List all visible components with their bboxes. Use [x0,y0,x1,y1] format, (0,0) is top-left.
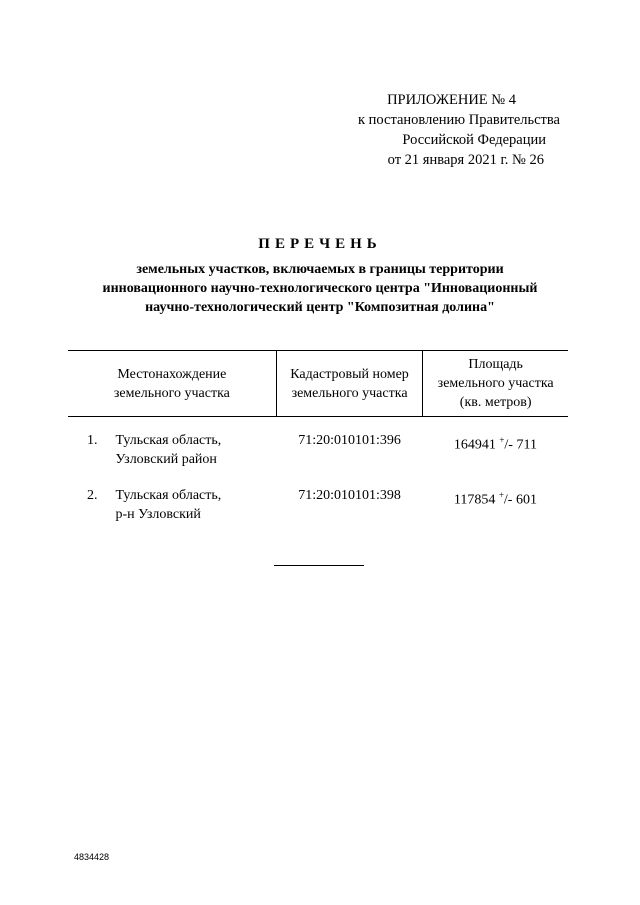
row-area-plus: + [499,435,505,445]
table-row [68,486,568,524]
table-header-row [68,351,568,417]
row-location [111,486,276,524]
row-area [423,486,568,524]
row-location [111,431,276,469]
row-number: 2. [86,488,98,503]
appendix-block [330,90,560,170]
appendix-date: от 21 января 2021 г. № 26 [387,152,544,168]
document-number: 4834428 [74,852,110,862]
header-cadastral [276,351,423,417]
row-number: 1. [86,433,98,448]
header-location [68,351,276,417]
row-area-value: 164941 [453,437,496,453]
header-location-line-2: земельного участка [113,385,230,401]
row-area-value: 117854 [453,492,496,508]
row-area-plus: + [498,490,504,500]
header-location-line-1: Местонахождение [117,366,227,382]
header-area [423,351,568,417]
appendix-government: Российской Федерации [402,132,546,148]
document-subtitle [70,260,570,317]
header-area-line-1: Площадь [468,357,523,372]
row-area [423,431,568,469]
row-location-line-1: Тульская область, [115,488,222,503]
appendix-number: ПРИЛОЖЕНИЕ № 4 [387,92,516,108]
header-cadastral-line-1: Кадастровый номер [290,366,409,382]
end-divider [274,565,364,566]
header-area-line-3: (кв. метров) [459,395,532,410]
subtitle-line-1: земельных участков, включаемых в границы территории [136,262,504,277]
header-cadastral-line-2: земельного участка [291,385,408,401]
table-row [68,431,568,469]
row-cadastral: 71:20:010101:396 [298,433,401,448]
row-area-minus: /- 601 [503,492,537,508]
row-location-line-2: Узловский район [115,452,217,467]
subtitle-line-2: инновационного научно-технологического центра "Инновационный [102,281,538,296]
subtitle-line-3: научно-технологический центр "Композитная долина" [145,300,495,315]
document-title: ПЕРЕЧЕНЬ [258,236,382,252]
land-plots-table [68,350,568,524]
row-area-minus: /- 711 [504,437,537,453]
appendix-decree-ref: к постановлению Правительства [358,112,560,128]
row-cadastral: 71:20:010101:398 [298,488,401,503]
row-location-line-1: Тульская область, [115,433,222,448]
row-location-line-2: р-н Узловский [115,507,201,522]
header-area-line-2: земельного участка [437,376,554,391]
